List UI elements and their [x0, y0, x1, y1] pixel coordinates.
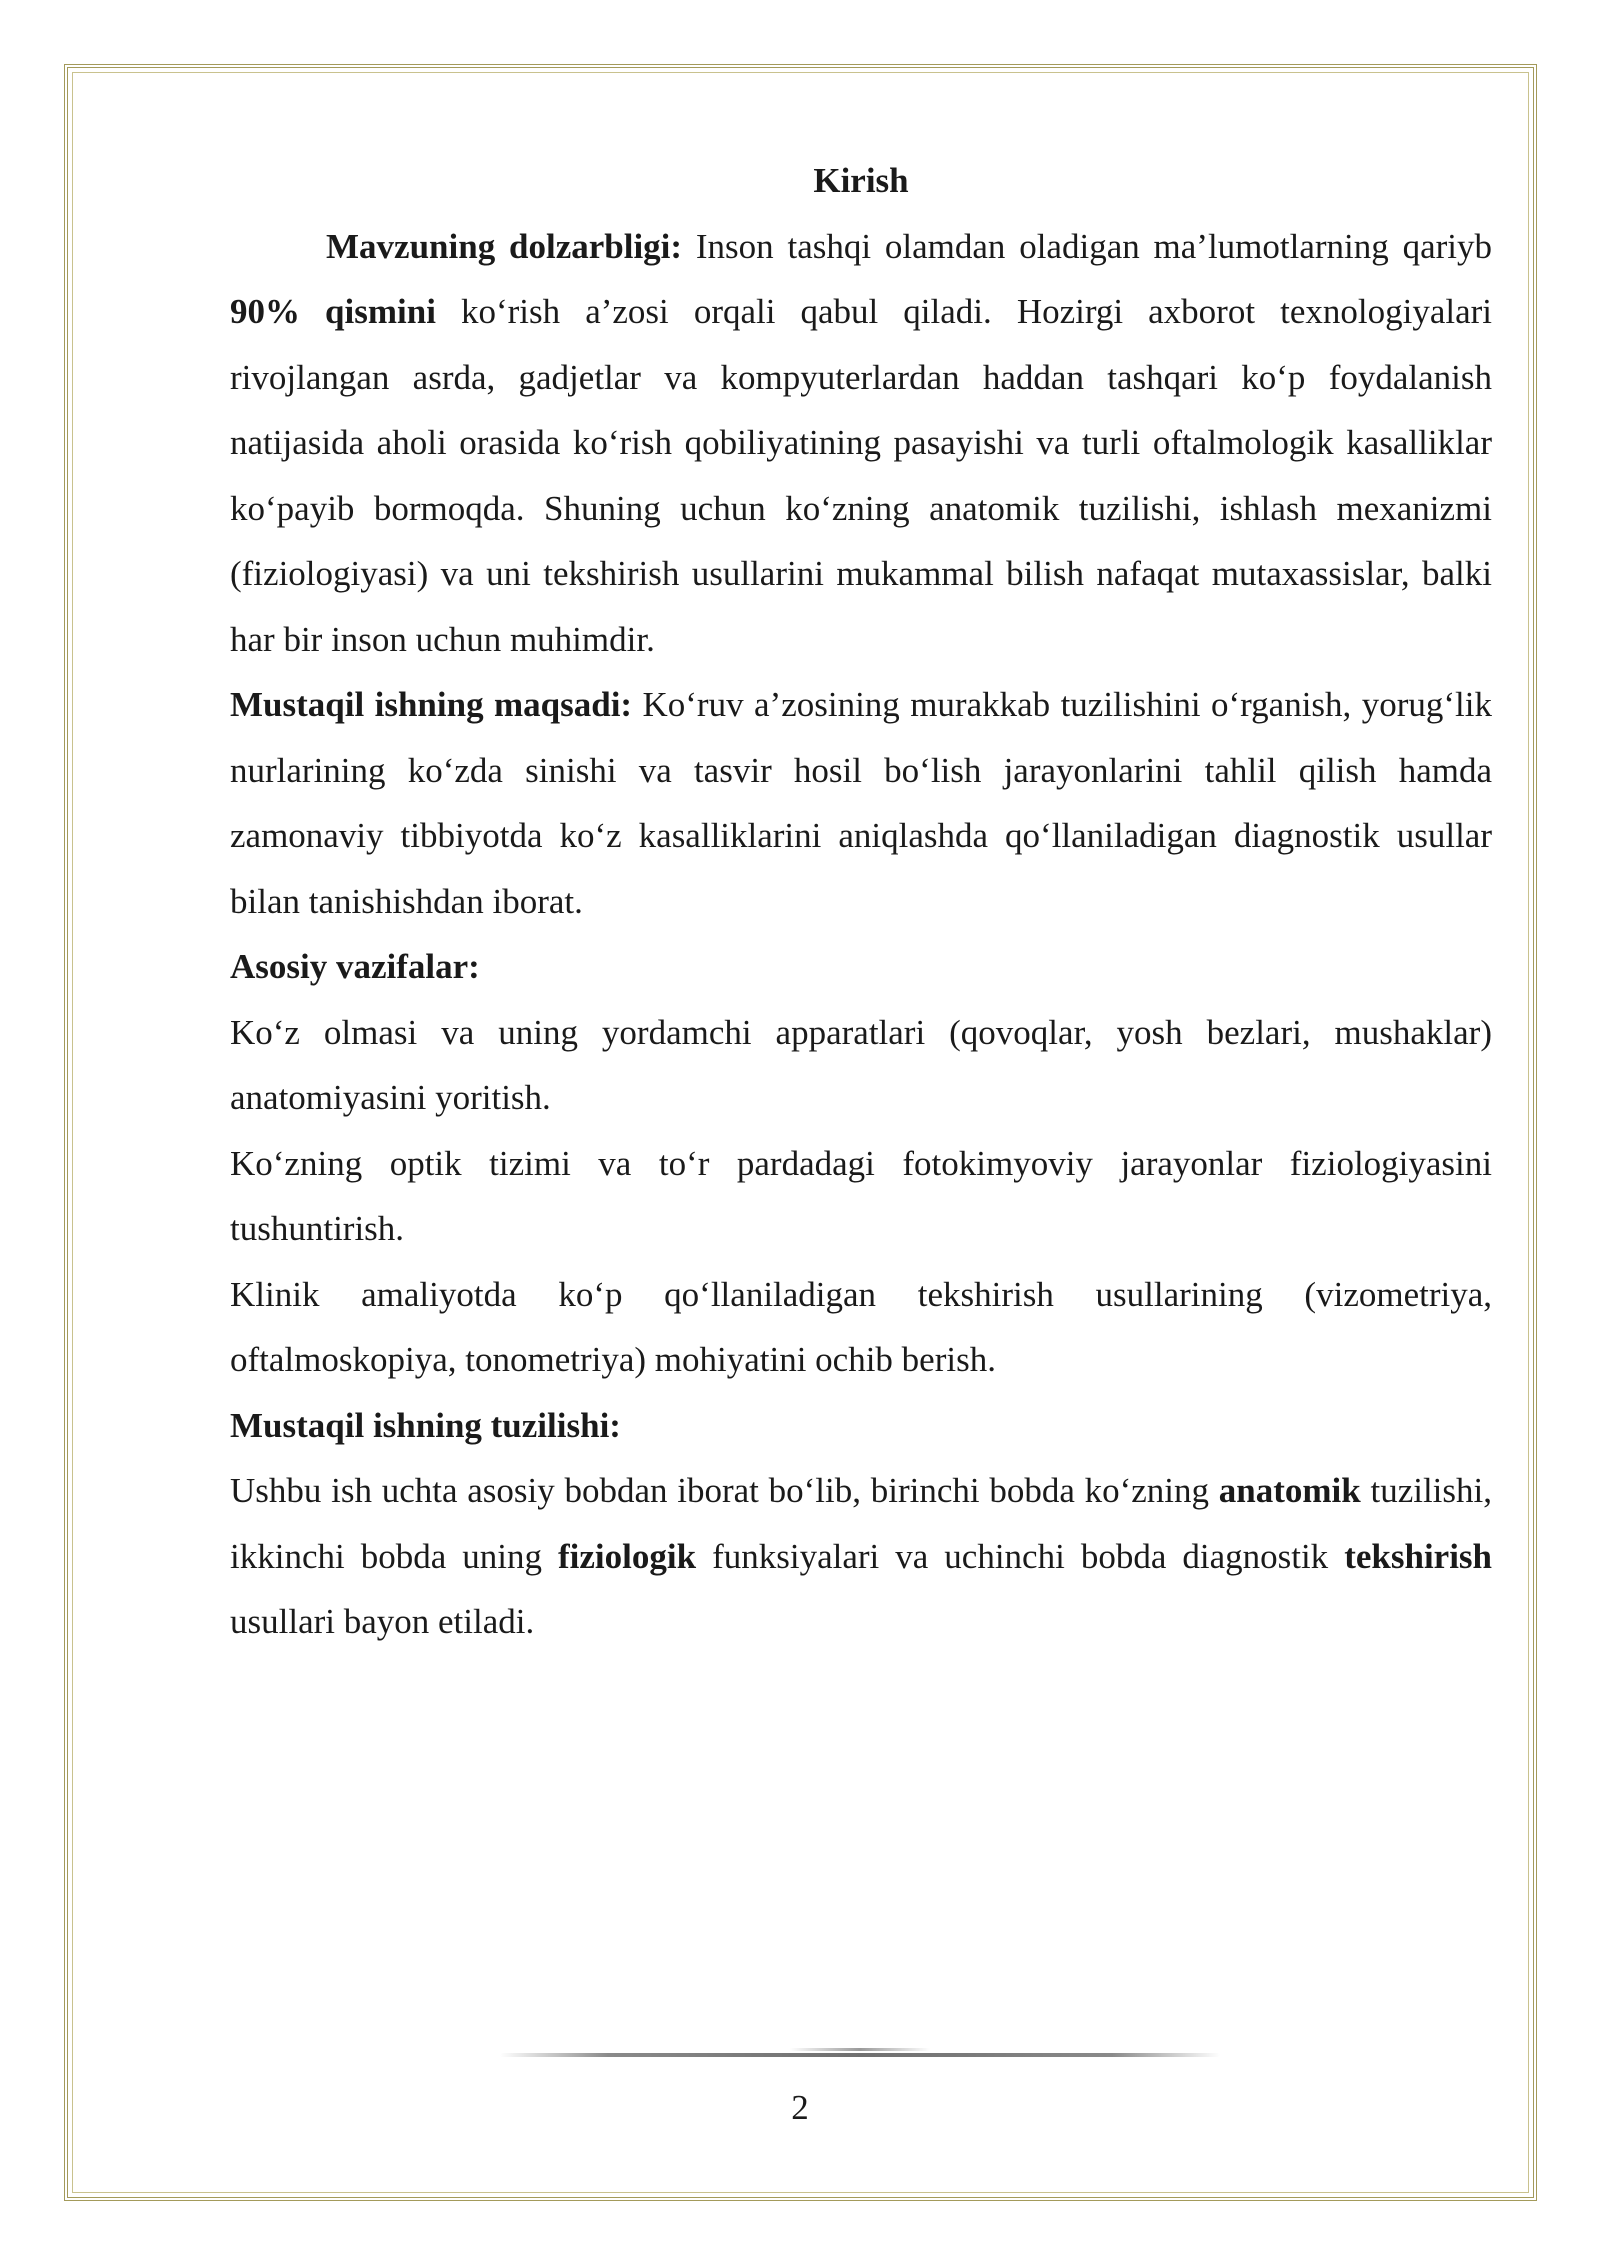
structure-text-4: usullari bayon etiladi.	[230, 1602, 535, 1641]
relevance-label: Mavzuning dolzarbligi:	[326, 226, 683, 266]
relevance-text-2: ko‘rish a’zosi orqali qabul qiladi. Hozirgi axborot texnologiyalari rivojlangan asrda, gadjetlar va kompyuterlardan haddan tashqari ko‘p foydalanish natijasida aholi orasida ko‘rish qobiliyatining pasayishi va turli oftalmologik kasalliklar ko‘payib bormoqda. Shuning uchun ko‘zning anatomik tuzilishi, ishlash mexanizmi (fiziologiyasi) va uni tekshirish usullarini mukammal bilish nafaqat mutaxassislar, balki har bir inson uchun muhimdir.	[230, 292, 1492, 659]
structure-text-3: funksiyalari va uchinchi bobda diagnostik	[696, 1536, 1345, 1576]
paragraph-structure	[230, 1458, 1492, 1655]
structure-bold-tekshirish: tekshirish	[1344, 1536, 1493, 1576]
task-item: Ko‘zning optik tizimi va to‘r pardadagi fotokimyoviy jarayonlar fiziologiyasini tushuntirish.	[230, 1143, 1492, 1248]
goal-label: Mustaqil ishning maqsadi:	[230, 685, 633, 724]
task-item: Klinik amaliyotda ko‘p qo‘llaniladigan tekshirish usullarining (vizometriya, oftalmoskopiya, tonometriya) mohiyatini ochib berish.	[230, 1274, 1492, 1379]
document-body	[230, 148, 1492, 1655]
footer-divider	[500, 2053, 1220, 2057]
tasks-heading: Asosiy vazifalar:	[230, 947, 480, 986]
paragraph-goal	[230, 672, 1492, 934]
relevance-text-1: Inson tashqi olamdan oladigan ma’lumotlarning qariyb	[682, 226, 1492, 266]
structure-text-2: tuzilishi, ikkinchi bobda uning	[230, 1471, 1492, 1576]
goal-text: Ko‘ruv a’zosining murakkab tuzilishini o‘rganish, yorug‘lik nurlarining ko‘zda sinishi va tasvir hosil bo‘lish jarayonlarini tahlil qilish hamda zamonaviy tibbiyotda ko‘z kasalliklarini aniqlashda qo‘llaniladigan diagnostik usullar bilan tanishishdan iborat.	[230, 685, 1492, 921]
structure-bold-fiziologik: fiziologik	[558, 1536, 697, 1576]
task-item: Ko‘z olmasi va uning yordamchi apparatlari (qovoqlar, yosh bezlari, mushaklar) anatomiyasini yoritish.	[230, 1012, 1492, 1117]
page-title: Kirish	[813, 161, 909, 200]
paragraph-relevance	[230, 214, 1492, 673]
relevance-bold-percent: 90% qismini	[230, 292, 436, 331]
footer-divider-accent	[790, 2048, 930, 2051]
structure-bold-anatomik: anatomik	[1218, 1471, 1361, 1510]
page-number: 2	[791, 2088, 809, 2127]
structure-text-1: Ushbu ish uchta asosiy bobdan iborat bo‘lib, birinchi bobda ko‘zning	[230, 1471, 1219, 1510]
structure-heading: Mustaqil ishning tuzilishi:	[230, 1405, 621, 1445]
